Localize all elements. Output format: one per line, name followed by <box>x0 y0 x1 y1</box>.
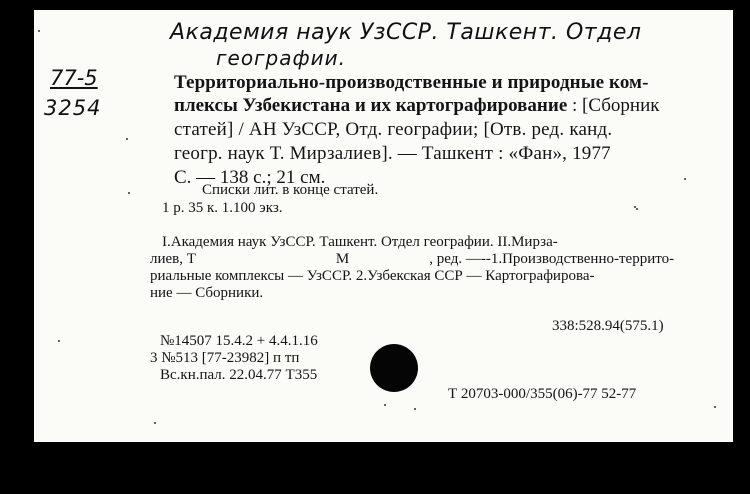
speck <box>58 340 60 342</box>
title-line-5: С. — 138 с.; 21 см. <box>174 167 326 188</box>
shelf-mark-bottom: 3254 <box>44 96 102 120</box>
registry-line-2: 3 №513 [77-23982] п тп <box>150 350 300 366</box>
subjects-line-2 <box>150 251 674 268</box>
speck <box>38 30 40 32</box>
speck <box>154 422 156 424</box>
catalog-card <box>34 10 733 442</box>
speck <box>128 192 130 194</box>
speck <box>414 408 416 410</box>
subjects-line-1: I.Академия наук УзССР. Ташкент. Отдел географии. II.Мирза- <box>162 234 558 250</box>
title-line-4: геогр. наук Т. Мирзалиев]. — Ташкент : «Фан», 1977 <box>174 143 611 164</box>
title-line-2-rest: : [Сборник <box>572 95 660 116</box>
title-line-2 <box>174 95 660 117</box>
subjects-line-2-c: , ред. —--1.Производственно-террито- <box>429 251 675 267</box>
speck <box>384 404 386 406</box>
title-line-2-main: плексы Узбекистана и их картографирование <box>174 95 568 116</box>
handwritten-heading-line2: географии. <box>216 46 346 70</box>
registry-line-3: Вс.кн.пал. 22.04.77 Т355 <box>160 367 318 383</box>
subjects-line-2-a: лиев, Т <box>150 251 196 267</box>
note-price: 1 р. 35 к. 1.100 экз. <box>162 200 283 216</box>
handwritten-heading-line1: Академия наук УзССР. Ташкент. Отдел <box>170 20 642 45</box>
index-code: Т 20703-000/355(06)-77 52-77 <box>448 386 637 402</box>
speck <box>636 208 638 210</box>
speck <box>126 138 128 140</box>
title-line-3: статей] / АН УзССР, Отд. географии; [Отв. ред. канд. <box>174 119 613 140</box>
speck <box>684 178 686 180</box>
subjects-line-3: риальные комплексы — УзССР. 2.Узбекская ССР — Картографирова- <box>150 268 595 284</box>
ink-blot <box>370 344 418 392</box>
note-bibliography: Списки лит. в конце статей. <box>202 182 379 198</box>
registry-line-1: №14507 15.4.2 + 4.4.1.16 <box>160 333 318 349</box>
classification-code: 338:528.94(575.1) <box>552 318 664 334</box>
title-line-1: Территориально-производственные и природные ком- <box>174 72 649 93</box>
speck <box>714 406 716 408</box>
shelf-mark-top: 77-5 <box>50 66 98 90</box>
subjects-line-4: ние — Сборники. <box>150 285 264 301</box>
subjects-line-2-b: М <box>335 251 350 267</box>
